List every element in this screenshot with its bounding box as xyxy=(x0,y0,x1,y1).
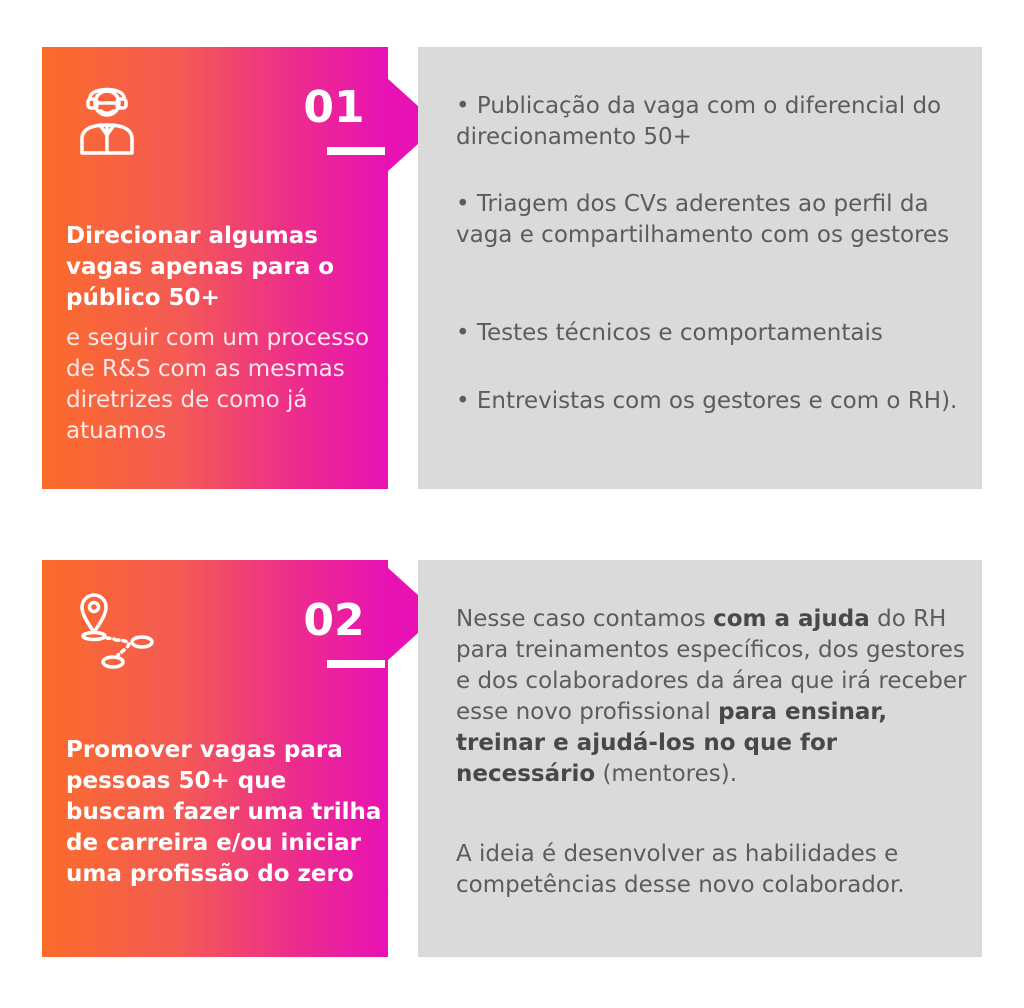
step-subtext: e seguir com um processo de R&S com as mesmas diretrizes de como já atuamos xyxy=(66,325,370,444)
location-path-icon xyxy=(76,592,156,678)
step1-card xyxy=(42,47,388,489)
bullet-item: • Entrevistas com os gestores e com o RH). xyxy=(456,388,958,414)
step-number: 02 xyxy=(303,595,365,646)
step2-details xyxy=(418,560,982,957)
step1-details xyxy=(418,47,982,489)
step-heading: Promover vagas para pessoas 50+ que buscam fazer uma trilha de carreira e/ou iniciar uma profissão do zero xyxy=(66,737,382,887)
description-paragraph: A ideia é desenvolver as habilidades e competências desse novo colaborador. xyxy=(456,841,905,898)
step-heading: Direcionar algumas vagas apenas para o público 50+ xyxy=(66,223,335,311)
bullet-item: • Publicação da vaga com o diferencial do direcionamento 50+ xyxy=(456,93,942,150)
elderly-person-icon xyxy=(76,83,138,157)
bullet-item: • Triagem dos CVs aderentes ao perfil da vaga e compartilhamento com os gestores xyxy=(456,191,950,248)
step-number: 01 xyxy=(303,82,365,133)
number-underline xyxy=(327,660,385,668)
step2-card xyxy=(42,560,388,957)
bullet-item: • Testes técnicos e comportamentais xyxy=(456,320,883,346)
number-underline xyxy=(327,147,385,155)
description-paragraph: Nesse caso contamos com a ajuda do RH para treinamentos específicos, dos gestores e dos colaboradores da área que irá receber esse novo profissional para ensinar, treinar e ajudá-los no que for necessário (mentores). xyxy=(456,606,967,787)
